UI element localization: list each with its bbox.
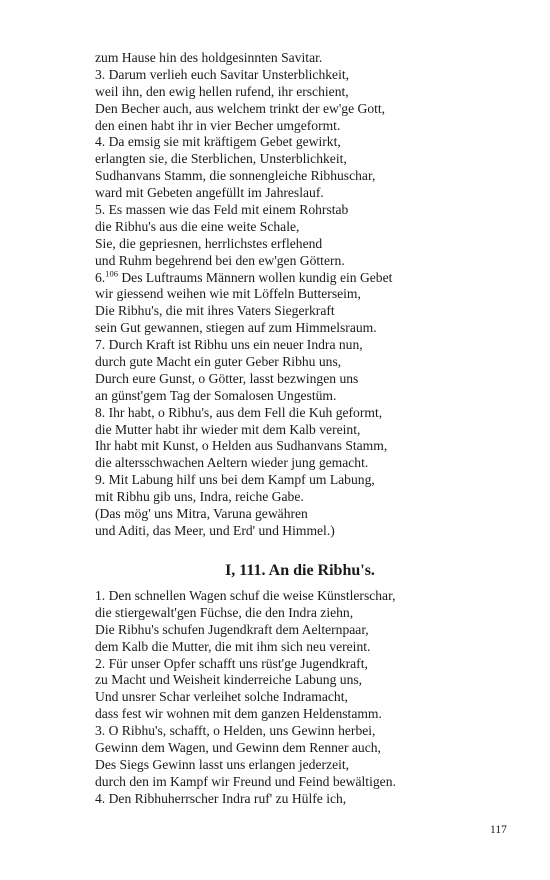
text-line: 5. Es massen wie das Feld mit einem Rohrstab [95,202,349,218]
text-line: 9. Mit Labung hilf uns bei dem Kampf um Labung, [95,472,375,488]
text-line: Gewinn dem Wagen, und Gewinn dem Renner auch, [95,740,381,756]
text-line: und Ruhm begehrend bei den ew'gen Göttern. [95,252,345,268]
text-line: Den Becher auch, aus welchem trinkt der ew'ge Gott, [95,100,386,116]
verse-number: 6. [95,269,106,285]
text-line: erlangten sie, die Sterblichen, Unsterblichkeit, [95,151,347,167]
text-line: die stiergewalt'gen Füchse, die den Indra ziehn, [95,604,354,620]
verse-text: Des Luftraums Männern wollen kundig ein Gebet [117,269,393,285]
text-line: die Mutter habt ihr wieder mit dem Kalb vereint, [95,421,361,437]
text-line: Des Siegs Gewinn lasst uns erlangen jederzeit, [95,756,350,772]
text-line: 7. Durch Kraft ist Ribhu uns ein neuer Indra nun, [95,337,363,353]
text-line: an günst'gem Tag der Somalosen Ungestüm. [95,387,337,403]
text-line: zu Macht und Weisheit kinderreiche Labung uns, [95,672,363,688]
text-line: weil ihn, den ewig hellen rufend, ihr erschient, [95,83,349,99]
text-line: 4. Da emsig sie mit kräftigem Gebet gewirkt, [95,134,341,150]
text-line: und Aditi, das Meer, und Erd' und Himmel.) [95,522,335,538]
text-line: zum Hause hin des holdgesinnten Savitar. [95,50,323,65]
verse-block-lower [95,588,515,808]
text-line: Die Ribhu's schufen Jugendkraft dem Aelternpaar, [95,621,369,637]
text-line: den einen habt ihr in vier Becher umgeformt. [95,117,341,133]
text-line: durch den im Kampf wir Freund und Feind bewältigen. [95,773,396,789]
text-line: Sie, die gepriesnen, herrlichstes erflehend [95,235,323,251]
footnote-reference[interactable]: 106 [105,268,118,279]
text-line: 2. Für unser Opfer schafft uns rüst'ge Jugendkraft, [95,655,368,671]
verse-6-line [95,270,515,287]
text-line: Ihr habt mit Kunst, o Helden aus Sudhanvans Stamm, [95,438,388,454]
section-heading: I, 111. An die Ribhu's. [225,562,375,579]
text-line: Durch eure Gunst, o Götter, lasst bezwingen uns [95,370,359,386]
text-line: mit Ribhu gib uns, Indra, reiche Gabe. [95,489,304,505]
verse-block-upper [95,50,515,540]
text-line: wir giessend weihen wie mit Löffeln Butterseim, [95,286,361,302]
text-line: 3. O Ribhu's, schafft, o Helden, uns Gewinn herbei, [95,723,376,739]
text-line: 3. Darum verlieh euch Savitar Unsterblichkeit, [95,66,350,82]
text-line: ward mit Gebeten angefüllt im Jahreslauf. [95,185,324,201]
text-line: sein Gut gewannen, stiegen auf zum Himmelsraum. [95,320,377,336]
text-line: dass fest wir wohnen mit dem ganzen Heldenstamm. [95,706,382,722]
text-line: die Ribhu's aus die eine weite Schale, [95,218,300,234]
text-line: durch gute Macht ein guter Geber Ribhu uns, [95,354,342,370]
text-line: (Das mög' uns Mitra, Varuna gewähren [95,506,308,522]
text-line: 4. Den Ribhuherrscher Indra ruf' zu Hülfe ich, [95,790,347,806]
text-line: Sudhanvans Stamm, die sonnengleiche Ribhuschar, [95,168,376,184]
text-line: Und unsrer Schar verleihet solche Indramacht, [95,689,348,705]
text-line: 8. Ihr habt, o Ribhu's, aus dem Fell die Kuh geformt, [95,404,383,420]
text-line: die altersschwachen Aeltern wieder jung gemacht. [95,455,369,471]
text-line: Die Ribhu's, die mit ihres Vaters Siegerkraft [95,303,335,319]
text-line: dem Kalb die Mutter, die mit ihm sich neu vereint. [95,638,371,654]
text-line: 1. Den schnellen Wagen schuf die weise Künstlerschar, [95,588,396,603]
page-number: 117 [490,824,507,836]
